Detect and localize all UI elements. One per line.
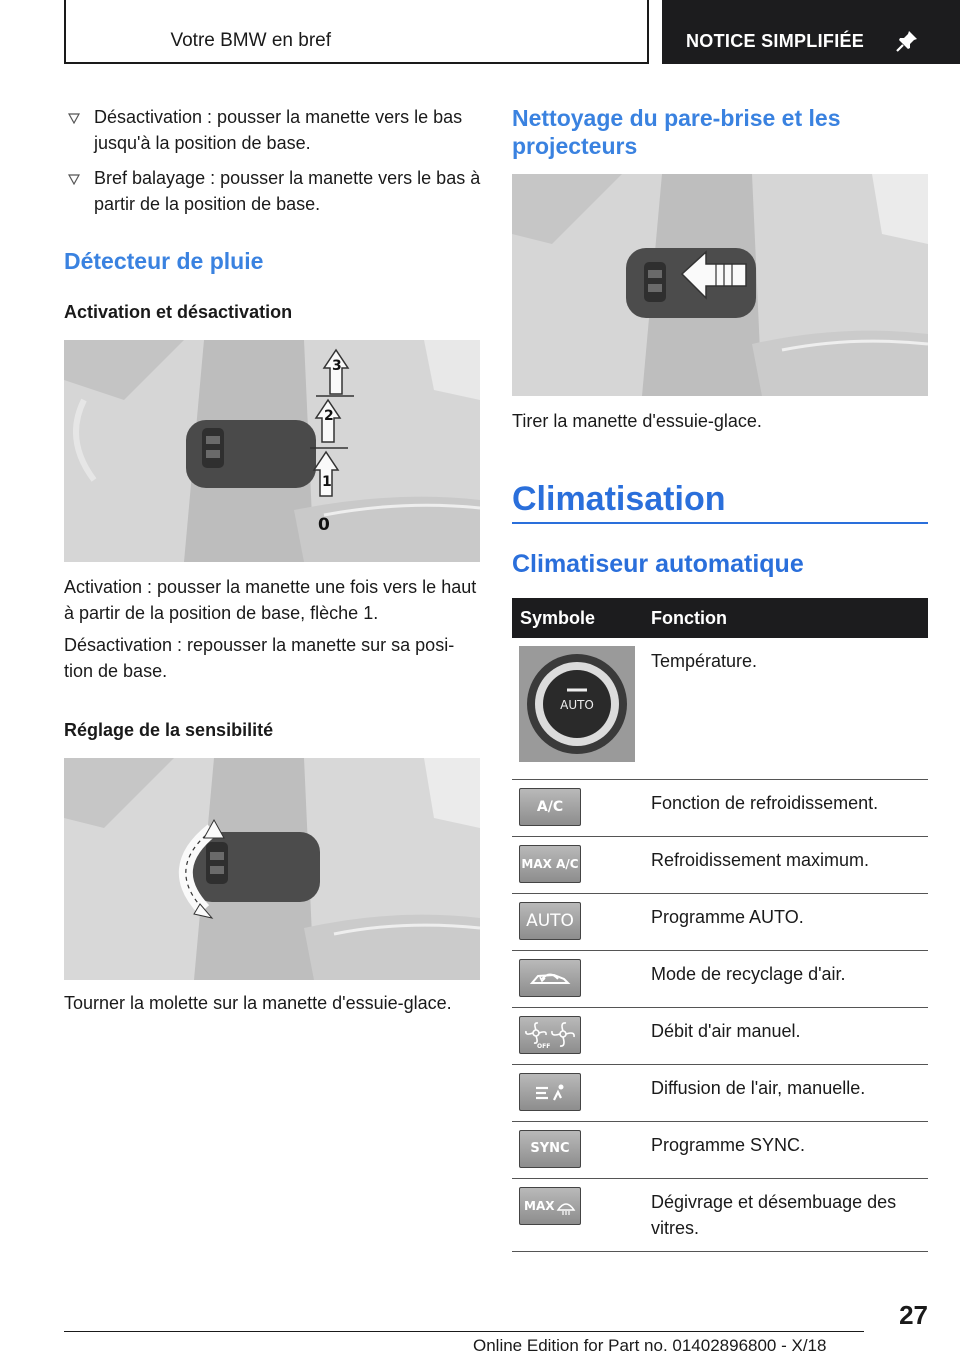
title-rule	[512, 522, 928, 524]
temperature-knob-icon	[519, 646, 635, 762]
table-row	[512, 951, 928, 1008]
max-defrost-button-icon	[519, 1187, 581, 1225]
symbol-cell	[512, 1008, 643, 1065]
fan-icon	[519, 1016, 581, 1054]
symbol-cell	[512, 837, 643, 894]
deactivation-text: Désactivation : repousser la manette sur sa posi‐tion de base.	[64, 635, 455, 681]
table-row	[512, 1179, 928, 1252]
ac-button-icon: A/C	[519, 788, 581, 826]
function-cell: Programme SYNC.	[643, 1122, 928, 1179]
svg-text:OFF: OFF	[537, 1043, 551, 1050]
rain-sensor-heading: Détecteur de pluie	[64, 248, 264, 274]
column-header-function: Fonction	[643, 598, 928, 638]
symbol-cell	[512, 780, 643, 837]
table-row	[512, 1008, 928, 1065]
bullet-text: Désactivation : pousser la manette vers le bas jusqu'à la position de base.	[94, 107, 463, 153]
sensitivity-figure	[64, 758, 480, 980]
sensitivity-caption: Tourner la molette sur la manette d'essuie-glace.	[64, 993, 452, 1013]
column-header-symbol: Symbole	[512, 598, 643, 638]
washer-illustration	[512, 174, 928, 396]
table-row	[512, 1122, 928, 1179]
function-cell: Programme AUTO.	[643, 894, 928, 951]
auto-climate-heading: Climatiseur automatique	[512, 550, 804, 578]
page-number: 27	[899, 1300, 928, 1330]
table-row	[512, 894, 928, 951]
left-column	[64, 104, 482, 226]
header-section-title: Votre BMW en bref	[170, 30, 331, 51]
function-cell: Mode de recyclage d'air.	[643, 951, 928, 1008]
table-row	[512, 837, 928, 894]
bullet-triangle-icon	[68, 112, 80, 124]
bullet-item	[64, 104, 482, 156]
pushpin-icon	[894, 28, 920, 54]
function-cell: Refroidissement maximum.	[643, 837, 928, 894]
washer-caption: Tirer la manette d'essuie-glace.	[512, 411, 762, 431]
symbol-cell	[512, 1179, 643, 1252]
symbol-cell	[512, 1122, 643, 1179]
function-cell: Diffusion de l'air, manuelle.	[643, 1065, 928, 1122]
function-cell: Température.	[643, 638, 928, 780]
symbol-cell	[512, 638, 643, 780]
activation-text: Activation : pousser la manette une fois vers le haut à partir de la position de base, flèche 1.	[64, 577, 477, 623]
bullet-item	[64, 165, 482, 217]
auto-button-icon: AUTO	[519, 902, 581, 940]
bullet-text: Bref balayage : pousser la manette vers le bas à partir de la position de base.	[94, 168, 481, 214]
sensitivity-heading: Réglage de la sensibilité	[64, 720, 274, 740]
edition-text: Online Edition for Part no. 01402896800 - X/18	[473, 1336, 827, 1355]
symbol-cell	[512, 894, 643, 951]
recirculation-icon	[519, 959, 581, 997]
climate-function-table	[512, 598, 928, 1252]
arrow-label: 1	[322, 474, 332, 490]
header-box	[64, 0, 649, 64]
table-header-row	[512, 598, 928, 638]
footer-rule	[64, 1331, 864, 1332]
table-row	[512, 638, 928, 780]
arrow-label: 3	[332, 358, 342, 374]
sensitivity-illustration	[64, 758, 480, 980]
function-cell: Fonction de refroidissement.	[643, 780, 928, 837]
activation-heading: Activation et désactivation	[64, 302, 293, 322]
header-chapter-tab	[662, 0, 960, 64]
air-distribution-icon	[519, 1073, 581, 1111]
function-cell: Dégivrage et désembuage des vitres.	[643, 1179, 928, 1252]
rain-sensor-illustration	[64, 340, 480, 562]
max-ac-button-icon: MAX A/C	[519, 845, 581, 883]
symbol-cell	[512, 1065, 643, 1122]
table-row	[512, 780, 928, 837]
symbol-cell	[512, 951, 643, 1008]
arrow-label: 0	[318, 515, 330, 535]
climatisation-title: Climatisation	[512, 480, 726, 518]
arrow-label: 2	[324, 408, 334, 424]
washer-heading: Nettoyage du pare-brise et les projecteurs	[512, 105, 841, 159]
table-row	[512, 1065, 928, 1122]
symbol-label: AUTO	[560, 698, 594, 712]
rain-sensor-figure	[64, 340, 480, 562]
bullet-triangle-icon	[68, 173, 80, 185]
header-chapter-label: NOTICE SIMPLIFIÉE	[686, 31, 865, 51]
washer-figure	[512, 174, 928, 396]
sync-button-icon: SYNC	[519, 1130, 581, 1168]
function-cell: Débit d'air manuel.	[643, 1008, 928, 1065]
symbol-label: MAX	[524, 1199, 555, 1213]
